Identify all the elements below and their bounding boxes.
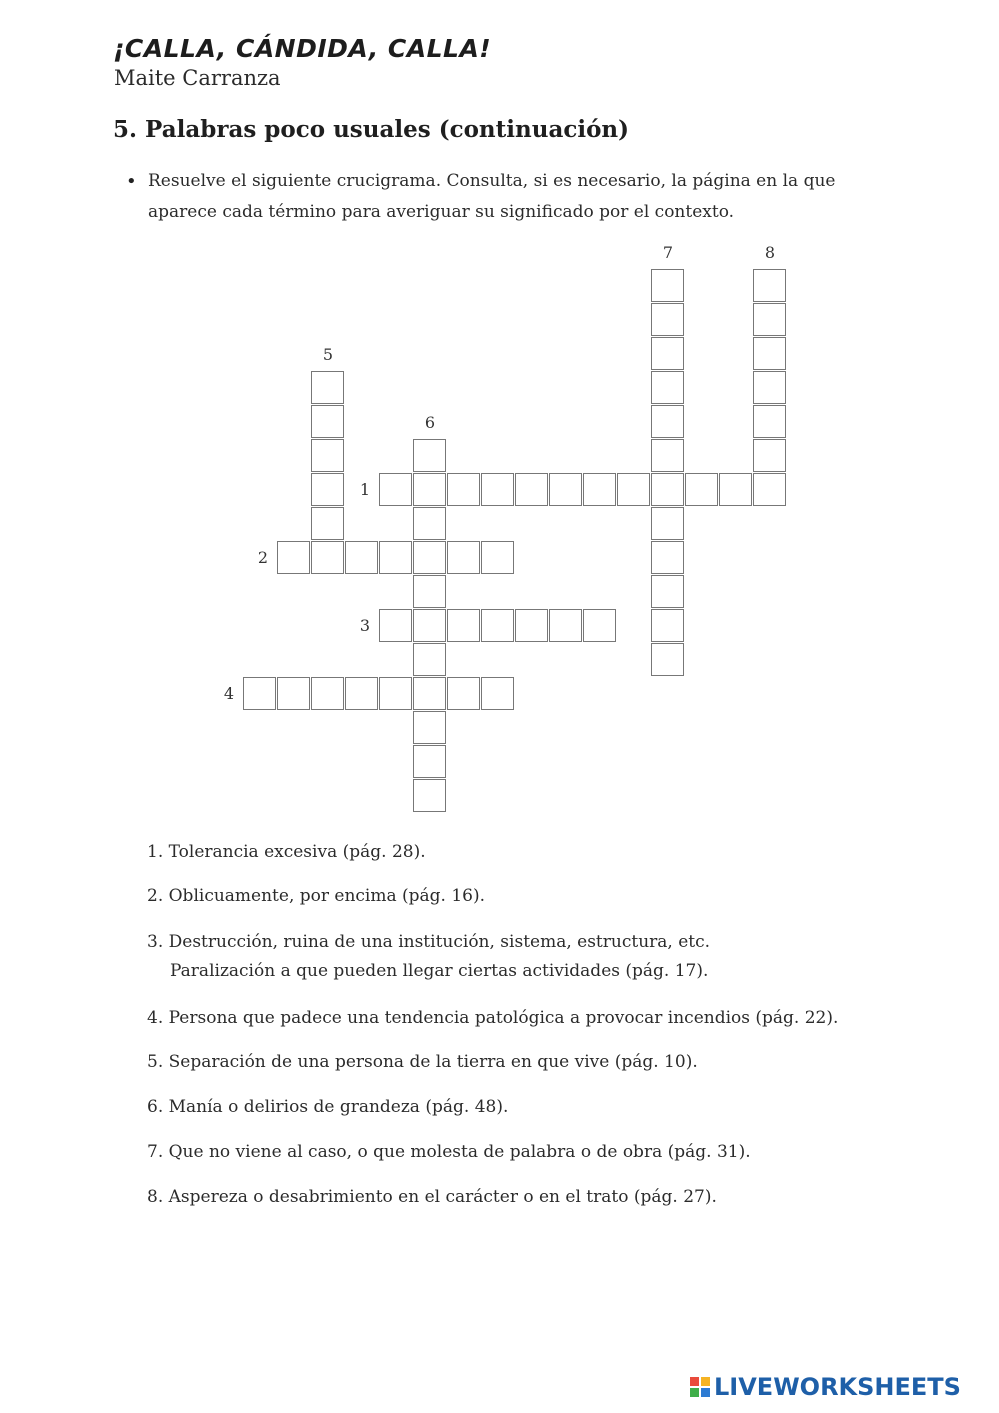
crossword-cell[interactable]: [651, 541, 684, 574]
crossword-cell[interactable]: [345, 677, 378, 710]
crossword-cell[interactable]: [379, 541, 412, 574]
crossword-cell[interactable]: [379, 609, 412, 642]
author-name: Maite Carranza: [114, 66, 281, 90]
crossword-cell[interactable]: [311, 405, 344, 438]
clue-number-3: 3: [359, 616, 371, 635]
logo-square-green: [690, 1388, 699, 1397]
crossword-cell[interactable]: [311, 541, 344, 574]
crossword-cell[interactable]: [413, 507, 446, 540]
crossword-cell[interactable]: [413, 473, 446, 506]
crossword-cell[interactable]: [753, 303, 786, 336]
clue-number-6: 6: [424, 413, 436, 432]
crossword-cell[interactable]: [413, 541, 446, 574]
instruction-text: Resuelve el siguiente crucigrama. Consulta, si es necesario, la página en la que aparece cada término para averiguar su significado por el contexto.: [148, 171, 836, 222]
clue-number-4: 4: [223, 684, 235, 703]
crossword-cell[interactable]: [651, 405, 684, 438]
crossword-cell[interactable]: [413, 677, 446, 710]
crossword-cell[interactable]: [413, 643, 446, 676]
crossword-cell[interactable]: [413, 711, 446, 744]
clue-7: 7. Que no viene al caso, o que molesta de palabra o de obra (pág. 31).: [147, 1142, 751, 1162]
crossword-cell[interactable]: [651, 269, 684, 302]
section-heading: 5. Palabras poco usuales (continuación): [113, 116, 630, 143]
crossword-cell[interactable]: [311, 677, 344, 710]
crossword-cell[interactable]: [311, 473, 344, 506]
crossword-cell[interactable]: [447, 609, 480, 642]
crossword-cell[interactable]: [719, 473, 752, 506]
logo-square-red: [690, 1377, 699, 1386]
clue-number-8: 8: [764, 243, 776, 262]
brand-name: LIVEWORKSHEETS: [714, 1373, 961, 1401]
crossword-cell[interactable]: [651, 439, 684, 472]
clue-4: 4. Persona que padece una tendencia patológica a provocar incendios (pág. 22).: [147, 1008, 839, 1028]
crossword-cell[interactable]: [413, 779, 446, 812]
crossword-cell[interactable]: [311, 507, 344, 540]
clue-number-2: 2: [257, 548, 269, 567]
clue-6: 6. Manía o delirios de grandeza (pág. 48).: [147, 1097, 509, 1117]
logo-square-blue: [701, 1388, 710, 1397]
crossword-cell[interactable]: [447, 541, 480, 574]
crossword-cell[interactable]: [311, 371, 344, 404]
logo-square-yellow: [701, 1377, 710, 1386]
clue-number-1: 1: [359, 480, 371, 499]
crossword-cell[interactable]: [447, 473, 480, 506]
bullet-icon: •: [126, 171, 137, 192]
clue-8: 8. Aspereza o desabrimiento en el carácter o en el trato (pág. 27).: [147, 1187, 717, 1207]
crossword-cell[interactable]: [515, 473, 548, 506]
crossword-cell[interactable]: [379, 473, 412, 506]
liveworksheets-logo: [690, 1373, 961, 1401]
crossword-cell[interactable]: [617, 473, 650, 506]
crossword-cell[interactable]: [549, 609, 582, 642]
worksheet-title: ¡CALLA, CÁNDIDA, CALLA!: [113, 34, 492, 63]
clue-1: 1. Tolerancia excesiva (pág. 28).: [147, 842, 426, 862]
crossword-cell[interactable]: [651, 609, 684, 642]
crossword-cell[interactable]: [345, 541, 378, 574]
crossword-cell[interactable]: [413, 745, 446, 778]
crossword-cell[interactable]: [753, 405, 786, 438]
crossword-cell[interactable]: [311, 439, 344, 472]
crossword-cell[interactable]: [379, 677, 412, 710]
crossword-cell[interactable]: [753, 439, 786, 472]
crossword-cell[interactable]: [753, 371, 786, 404]
clue-3-line-2: Paralización a que pueden llegar ciertas actividades (pág. 17).: [170, 961, 709, 981]
crossword-cell[interactable]: [481, 473, 514, 506]
crossword-cell[interactable]: [481, 541, 514, 574]
crossword-cell[interactable]: [447, 677, 480, 710]
clue-number-5: 5: [322, 345, 334, 364]
crossword-cell[interactable]: [413, 575, 446, 608]
crossword-cell[interactable]: [583, 473, 616, 506]
crossword-cell[interactable]: [651, 643, 684, 676]
clue-2: 2. Oblicuamente, por encima (pág. 16).: [147, 886, 486, 906]
crossword-cell[interactable]: [753, 473, 786, 506]
crossword-cell[interactable]: [481, 677, 514, 710]
crossword-cell[interactable]: [651, 473, 684, 506]
crossword-cell[interactable]: [549, 473, 582, 506]
crossword-cell[interactable]: [243, 677, 276, 710]
crossword-cell[interactable]: [651, 371, 684, 404]
crossword-cell[interactable]: [651, 303, 684, 336]
crossword-cell[interactable]: [277, 677, 310, 710]
clue-5: 5. Separación de una persona de la tierra en que vive (pág. 10).: [147, 1052, 698, 1072]
crossword-cell[interactable]: [651, 507, 684, 540]
crossword-cell[interactable]: [277, 541, 310, 574]
clue-number-7: 7: [662, 243, 674, 262]
crossword-cell[interactable]: [651, 575, 684, 608]
crossword-cell[interactable]: [753, 337, 786, 370]
crossword-cell[interactable]: [651, 337, 684, 370]
crossword-cell[interactable]: [515, 609, 548, 642]
crossword-cell[interactable]: [753, 269, 786, 302]
brand-logo-icon: [690, 1377, 710, 1397]
crossword-cell[interactable]: [481, 609, 514, 642]
crossword-cell[interactable]: [413, 439, 446, 472]
crossword-cell[interactable]: [413, 609, 446, 642]
crossword-cell[interactable]: [583, 609, 616, 642]
crossword-cell[interactable]: [685, 473, 718, 506]
clue-3: 3. Destrucción, ruina de una institución, sistema, estructura, etc.: [147, 932, 711, 952]
